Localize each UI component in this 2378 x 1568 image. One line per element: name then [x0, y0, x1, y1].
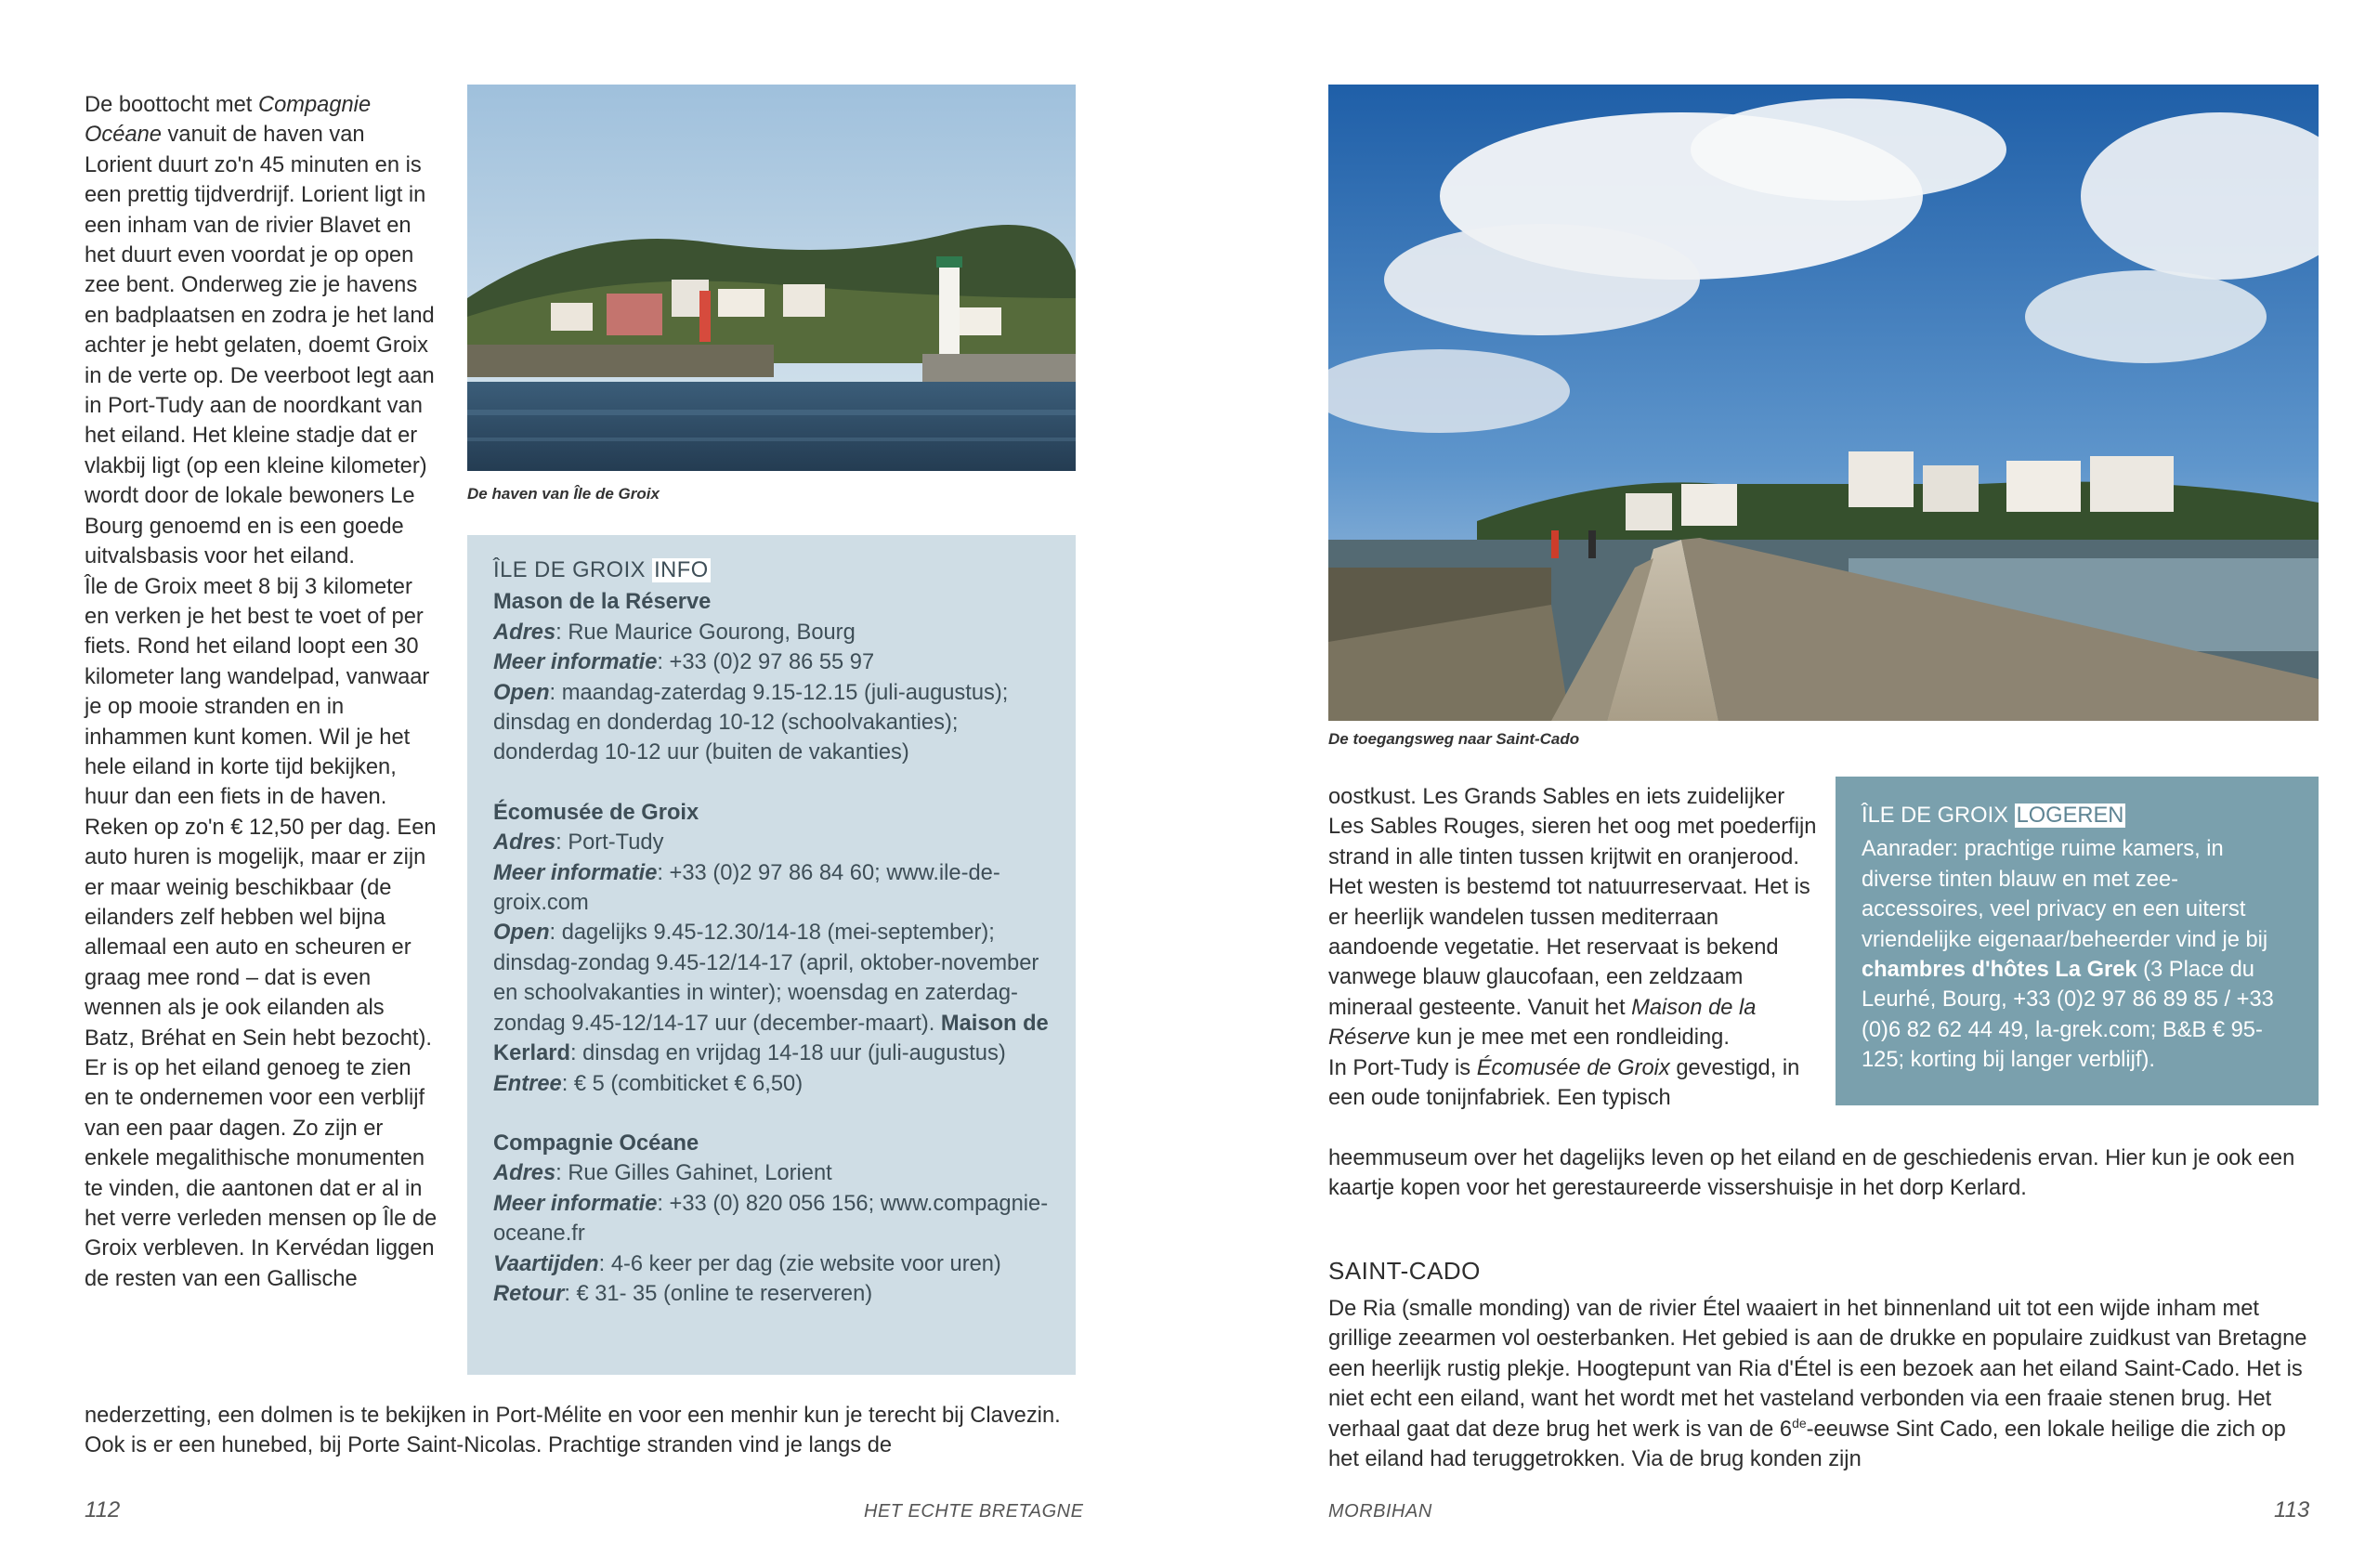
left-main-text	[85, 90, 438, 1294]
left-page	[0, 0, 1143, 1568]
page-number-left: 112	[85, 1497, 121, 1522]
right-wide-text: heemmuseum over het dagelijks leven op het eiland en de geschiedenis ervan. Hier kun je ook een kaartje kopen voor het gerestaureerde vissershuisje in het dorp Kerlard.	[1328, 1146, 2295, 1201]
info-box-title: ÎLE DE GROIX INFO	[493, 558, 709, 582]
running-head-right: MORBIHAN	[1328, 1501, 1432, 1522]
venue-reserve: Mason de la Réserve Adres: Rue Maurice Gourong, Bourg Meer informatie: +33 (0)2 97 86 55 97 Open: maandag-zaterdag 9.15-12.15 (juli-augustus); dinsdag en donderdag 10-12 (schoolvakanties); donderdag 10-12 uur (buiten de vakanties)	[493, 590, 1009, 765]
logeren-box	[1836, 777, 2319, 1105]
venue-compagnie-oceane: Compagnie Océane Adres: Rue Gilles Gahinet, Lorient Meer informatie: +33 (0) 820 056 156; www.compagnie-oceane.fr Vaartijden: 4-6 keer per dag (zie website voor uren) Retour: € 31- 35 (online te reserveren)	[493, 1130, 1049, 1306]
paragraph-island-size: Île de Groix meet 8 bij 3 kilometer en verken je het best te voet of per fiets. Rond het eiland loopt een 30 kilometer lang wandelpad, vanwaar je op mooie stranden en in inhammen kunt komen. Wil je het hele eiland in korte tijd bekijken, huur dan een fiets in de haven. Reken op zo'n € 12,50 per dag. Een auto huren is mogelijk, maar er zijn er maar weinig beschikbaar (de eilanders zelf hebben wel bijna allemaal een auto en scheuren er graag mee rond – dat is even wennen als je ook eilanden als Batz, Bréhat en Sein hebt bezocht).	[85, 574, 437, 1051]
paragraph-beaches: oostkust. Les Grands Sables en iets zuidelijker Les Sables Rouges, sieren het oog met poederfijn strand in alle tinten tussen krijtwit en oranjerood. Het westen is bestemd tot natuurreservaat. Het is er heerlijk wandelen tussen mediterraan aandoende vegetatie. Het reservaat is bekend vanwege blauw glaucofaan, een zeldzaam mineraal gesteente. Vanuit het Maison de la Réserve kun je mee met een rondleiding.	[1328, 785, 1817, 1051]
right-main-text	[1328, 782, 1821, 1113]
harbor-photo-caption: De haven van Île de Groix	[467, 485, 660, 503]
saint-cado-photo-caption: De toegangsweg naar Saint-Cado	[1328, 730, 1580, 748]
paragraph-boat-trip: De boottocht met Compagnie Océane vanuit de haven van Lorient duurt zo'n 45 minuten en is een prettig tijdverdrijf. Lorient ligt in een inham van de rivier Blavet en het duurt even voordat je op open zee bent. Onderweg zie je havens en badplaatsen en zodra je het land achter je hebt gelaten, doemt Groix in de verte op. De veerboot legt aan in Port-Tudy aan de noordkant van het eiland. Het kleine stadje dat er vlakbij ligt (op een kleine kilometer) wordt door de lokale bewoners Le Bourg genoemd en is een goede uitvalsbasis voor het eiland.	[85, 93, 435, 569]
page-number-right: 113	[2274, 1497, 2310, 1522]
harbor-photo	[467, 85, 1076, 471]
right-page	[1235, 0, 2378, 1568]
logeren-box-text: Aanrader: prachtige ruime kamers, in diverse tinten blauw en met zee-accessoires, veel privacy en een uiterst vriendelijke eigenaar/beheerder vind je bij chambres d'hôtes La Grek (3 Place du Leurhé, Bourg, +33 (0)2 97 86 89 85 / +33 (0)6 82 62 44 49, la-grek.com; B&B € 95-125; korting bij langer verblijf).	[1862, 837, 2274, 1073]
paragraph-monuments: Er is op het eiland genoeg te zien en te ondernemen voor een verblijf van een paar dagen. Zo zijn er enkele megalithische monumenten te vinden, die aantonen dat er al in het verre verleden mensen op Île de Groix verbleven. In Kervédan liggen de resten van een Gallische	[85, 1056, 438, 1291]
running-head-left: HET ECHTE BRETAGNE	[864, 1501, 1084, 1522]
left-wide-text: nederzetting, een dolmen is te bekijken in Port-Mélite en voor een menhir kun je terecht bij Clavezin. Ook is er een hunebed, bij Porte Saint-Nicolas. Prachtige stranden vind je langs de	[85, 1404, 1061, 1458]
saint-cado-photo	[1328, 85, 2319, 721]
saint-cado-text: De Ria (smalle monding) van de rivier Étel waaiert in het binnenland uit tot een wijde inham met grillige zeearmen vol oesterbanken. Het gebied is aan de drukke en populaire zuidkust van Bretagne een heerlijk rustig plekje. Hoogtepunt van Ria d'Étel is een bezoek aan het eiland Saint-Cado. Het is niet echt een eiland, want het wordt met het vasteland verbonden via een fraaie stenen brug. Het verhaal gaat dat deze brug het werk is van de 6de-eeuwse Sint Cado, een lokale heilige die zich op het eiland had teruggetrokken. Via de brug konden zijn	[1328, 1297, 2307, 1472]
logeren-box-title: ÎLE DE GROIX LOGEREN	[1862, 804, 2124, 828]
section-heading-saint-cado: SAINT-CADO	[1328, 1257, 1481, 1285]
venue-ecomusee: Écomusée de Groix Adres: Port-Tudy Meer informatie: +33 (0)2 97 86 84 60; www.ile-de-groix.com Open: dagelijks 9.45-12.30/14-18 (mei-september); dinsdag-zondag 9.45-12/14-17 (april, oktober-november en schoolvakanties in winter); woensdag en zaterdag-zondag 9.45-12/14-17 uur (december-maart). Maison de Kerlard: dinsdag en vrijdag 14-18 uur (juli-augustus) Entree: € 5 (combiticket € 6,50)	[493, 800, 1049, 1096]
info-box	[467, 535, 1076, 1375]
paragraph-ecomusee: In Port-Tudy is Écomusée de Groix gevestigd, in een oude tonijnfabriek. Een typisch	[1328, 1055, 1800, 1111]
